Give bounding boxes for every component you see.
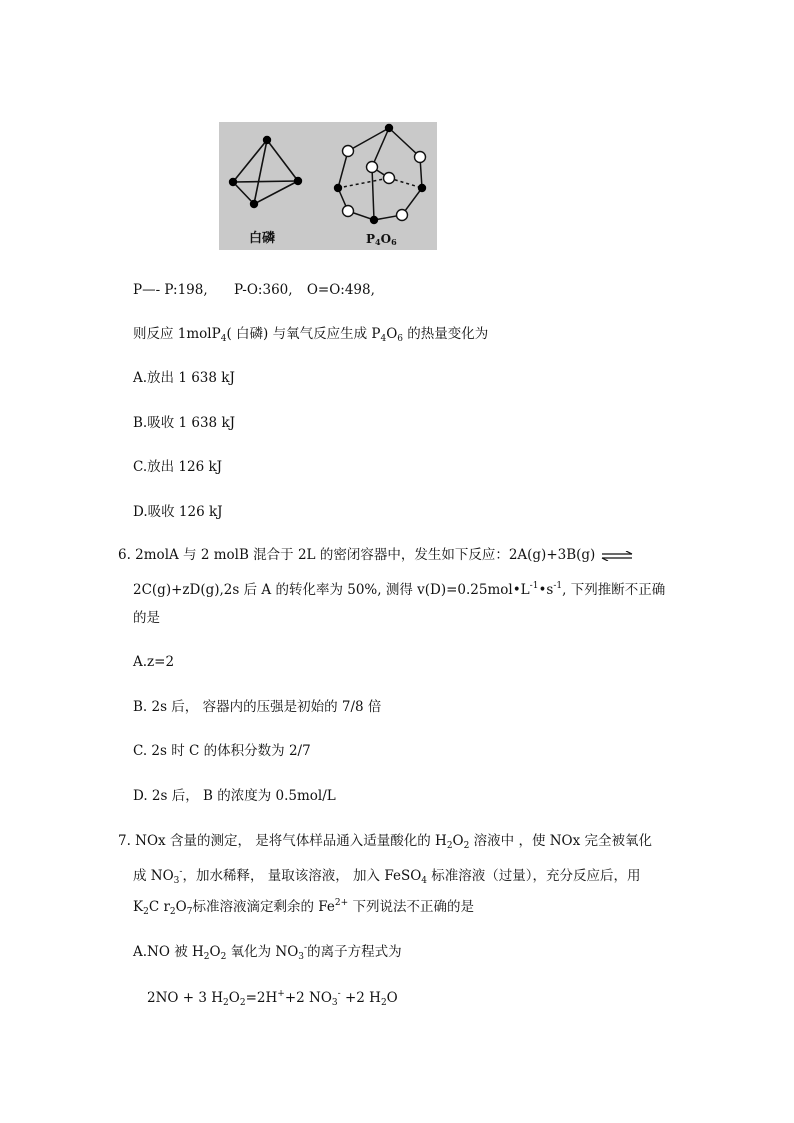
- q6-stem-line3: 的是: [133, 610, 160, 626]
- q6-option-a: A.z=2: [133, 654, 175, 670]
- molecule-structure-figure: [219, 122, 437, 250]
- q5-option-d: D.吸收 126 kJ: [133, 504, 223, 520]
- molecule-diagram: [219, 122, 437, 250]
- q5-option-c: C.放出 126 kJ: [133, 459, 223, 475]
- q7-equation: 2NO + 3 $H_2O_2=2H^++2$ $NO_3^- +2$ $H_2O$: [147, 989, 398, 1008]
- bond-po: P-O:360,: [233, 282, 293, 298]
- bond-energy-line: [133, 281, 375, 299]
- q5-option-b: B.吸收 1 638 kJ: [133, 415, 236, 431]
- bond-oo: O=O:498,: [306, 282, 375, 298]
- q6-stem-line2: 2C(g)+zD(g),2s 后 A 的转化率为 50%, 测得 $v(D)=0.25mol•L^{-1}•s^{-1}$, 下列推断不正确: [133, 581, 666, 598]
- p4o6-oxygen-atoms: [343, 146, 426, 221]
- q6-option-d: D. 2s 后， B 的浓度为 0.5mol/L: [133, 788, 336, 804]
- q6-option-c: C. 2s 时 C 的体积分数为 2/7: [133, 743, 311, 759]
- q7-stem-line1: 7. NOx 含量的测定， 是将气体样品通入适量酸化的 $H_2O_2$ 溶液中 ，使 NOx 完全被氧化: [118, 833, 653, 851]
- q6-stem-line1: 6. 2molA 与 2 molB 混合于 2L 的密闭容器中，发生如下反应：2A(g)+3B(g): [118, 546, 634, 564]
- p4o6-label: P4O6: [366, 232, 397, 247]
- q7-option-a: A.NO 被 $H_2O_2$ 氧化为 $NO_3^-$的离子方程式为: [133, 943, 402, 962]
- white-phosphorus-label: 白磷: [249, 231, 276, 246]
- bond-pp: P—- P:198,: [133, 282, 208, 298]
- equilibrium-arrow-icon: [600, 551, 634, 561]
- q6-option-b: B. 2s 后， 容器内的压强是初始的 7/8 倍: [133, 699, 382, 715]
- q7-stem-line3: $K_2C$ $r_2O_7$标准溶液滴定剩余的 $Fe^{2+}$ 下列说法不正确的是: [133, 898, 474, 917]
- q5-stem: 则反应 1molP$_4$( 白磷) 与氧气反应生成 $P_4O_6$ 的热量变化为: [133, 326, 489, 344]
- q7-stem-line2: 成 $NO_3^-$，加水稀释， 量取该溶液， 加入 FeSO$_4$ 标准溶液（过量），充分反应后，用: [133, 867, 641, 886]
- q5-option-a: A.放出 1 638 kJ: [133, 370, 235, 386]
- white-phosphorus-tetrahedron: [233, 140, 298, 204]
